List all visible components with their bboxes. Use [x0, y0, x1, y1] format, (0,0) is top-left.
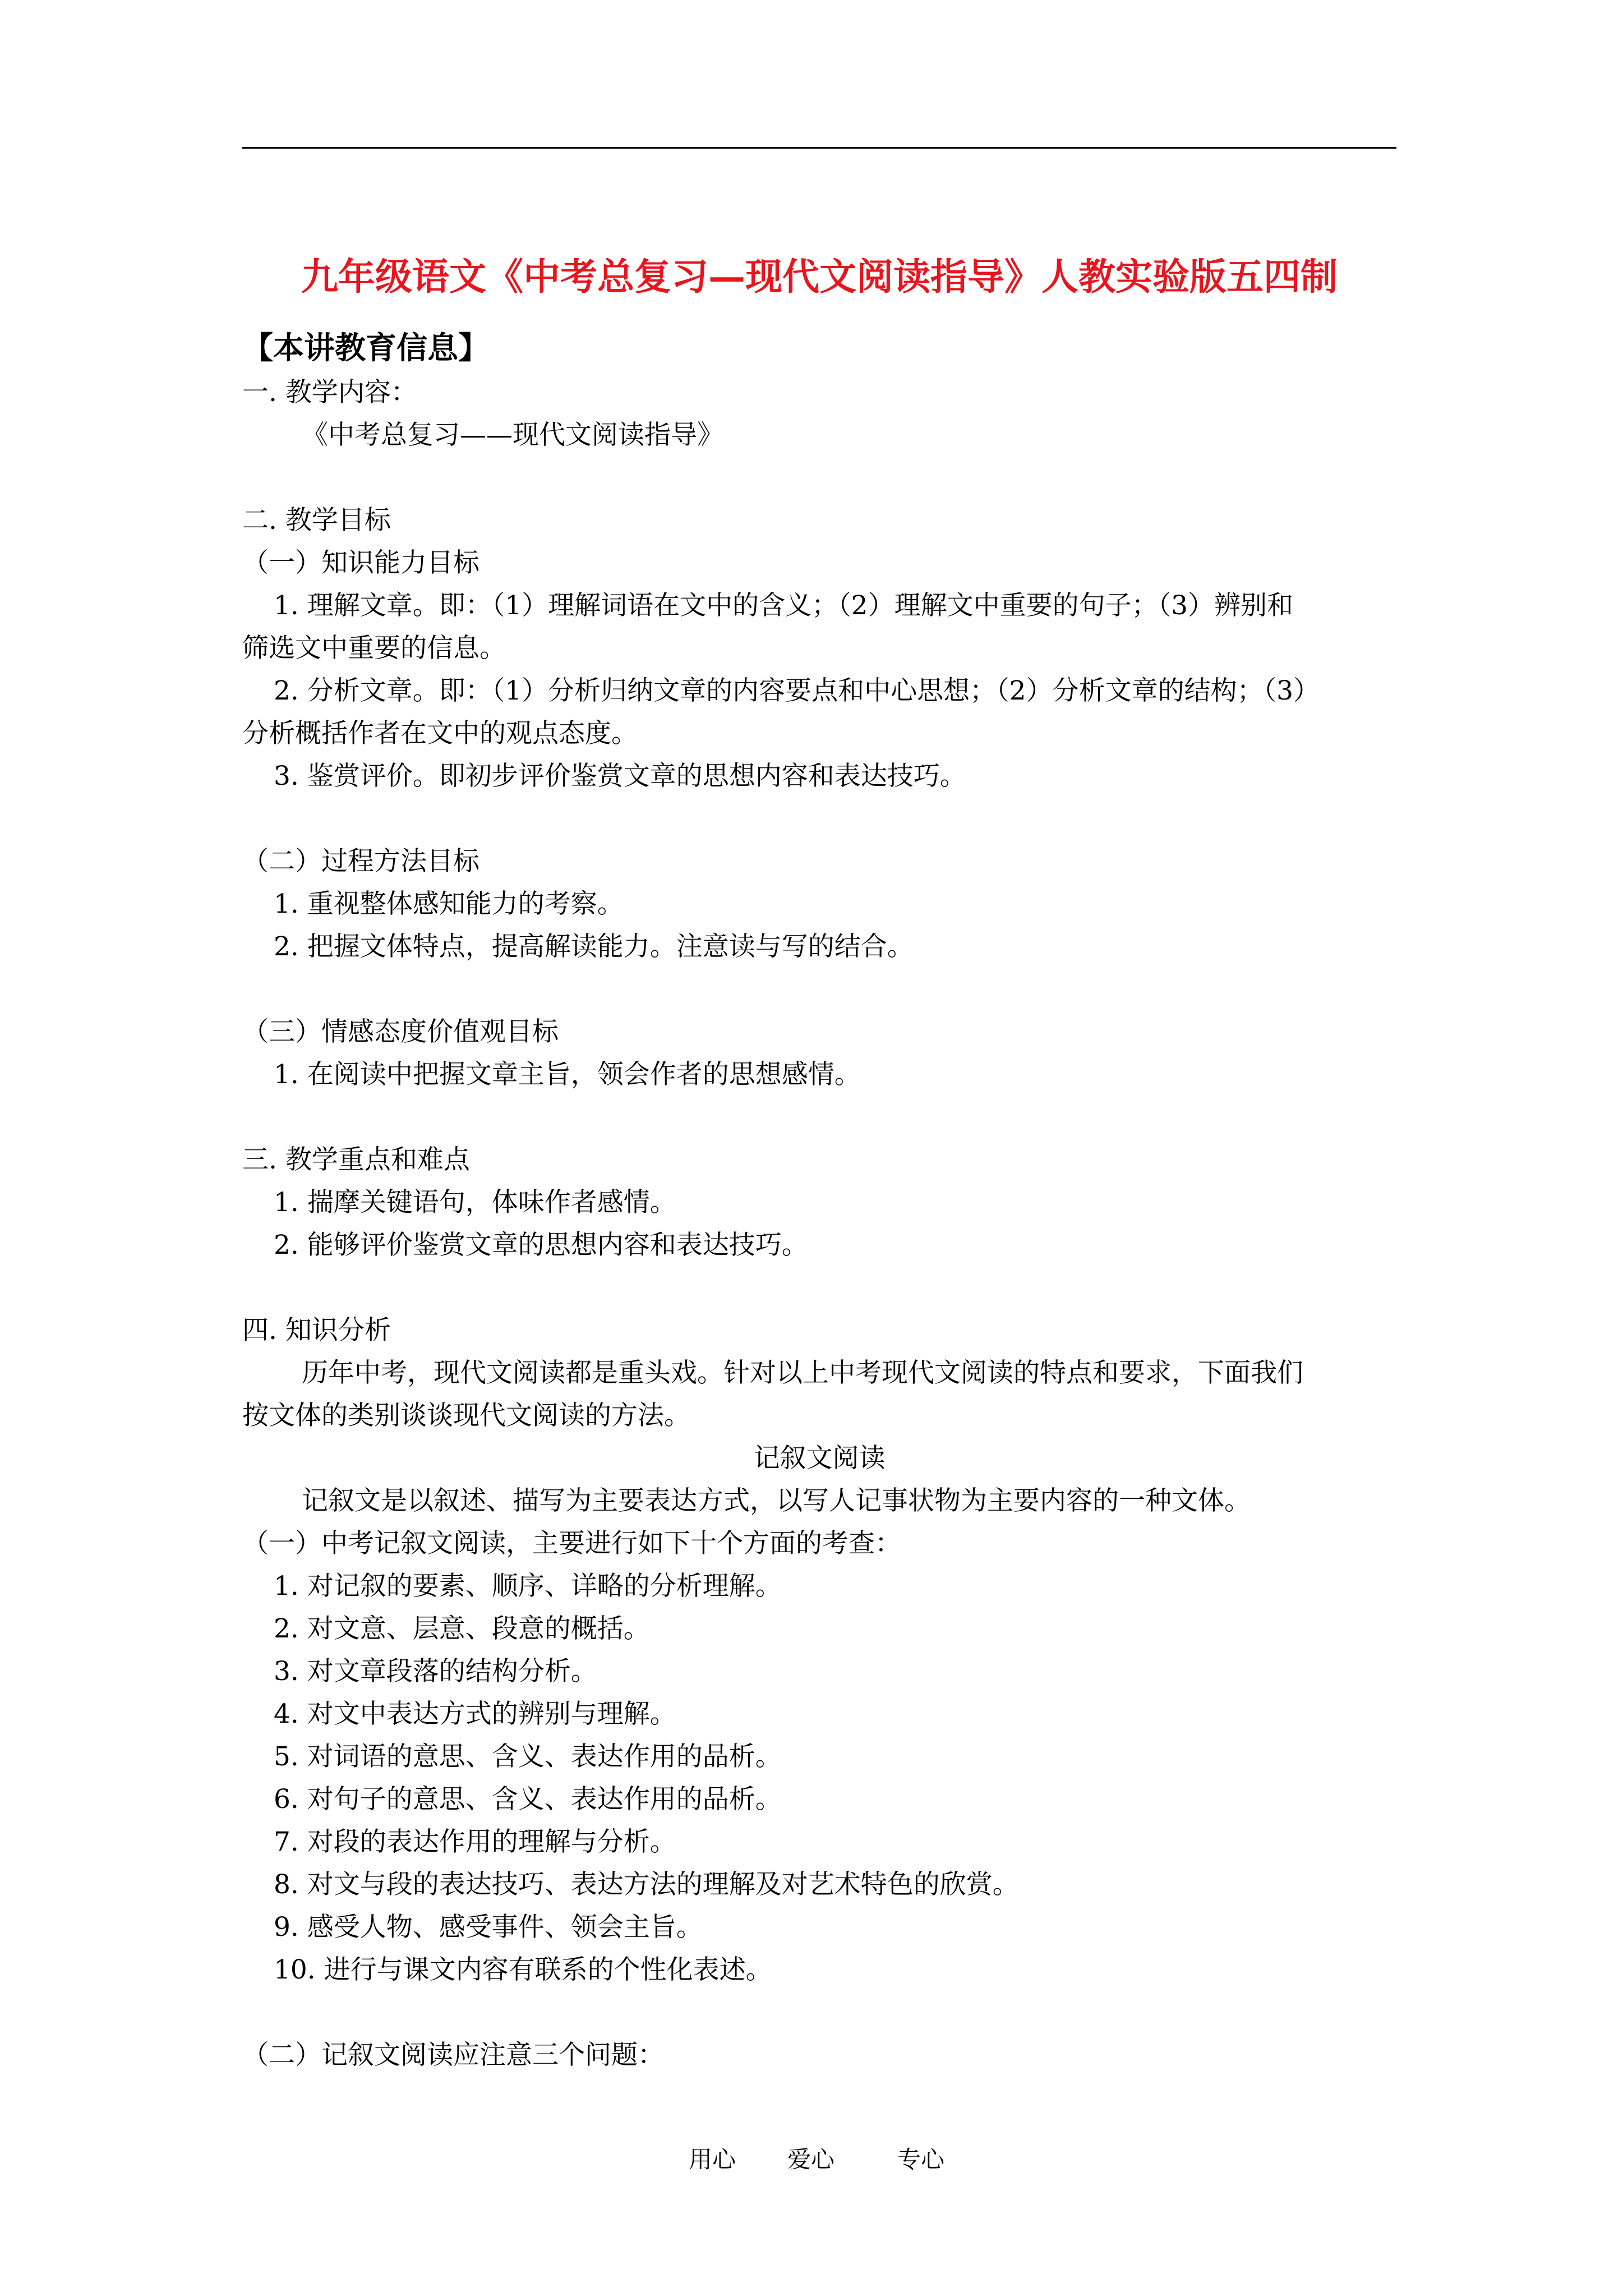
section-header: 【本讲教育信息】	[242, 329, 490, 366]
list-item: 7. 对段的表达作用的理解与分析。	[274, 1826, 676, 1857]
list-item: 6. 对句子的意思、含义、表达作用的品析。	[274, 1784, 782, 1815]
footer-text: 专心	[897, 2146, 945, 2173]
list-item: 10. 进行与课文内容有联系的个性化表述。	[274, 1954, 772, 1985]
section-heading: 四. 知识分析	[242, 1315, 391, 1346]
list-item: 2. 能够评价鉴赏文章的思想内容和表达技巧。	[274, 1230, 808, 1260]
list-item: 9. 感受人物、感受事件、领会主旨。	[274, 1912, 703, 1943]
subsection-heading: （一）中考记叙文阅读，主要进行如下十个方面的考查：	[242, 1528, 901, 1559]
subsection-heading: （二）记叙文阅读应注意三个问题：	[242, 2040, 664, 2070]
centered-heading: 记叙文阅读	[753, 1443, 886, 1474]
list-item-continuation: 筛选文中重要的信息。	[242, 633, 506, 664]
footer-text: 爱心	[787, 2146, 835, 2173]
list-item: 1. 在阅读中把握文章主旨，领会作者的思想感情。	[274, 1059, 861, 1090]
list-item: 3. 对文章段落的结构分析。	[274, 1656, 597, 1687]
list-item: 1. 对记叙的要素、顺序、详略的分析理解。	[274, 1571, 782, 1602]
list-item: 3. 鉴赏评价。即初步评价鉴赏文章的思想内容和表达技巧。	[274, 761, 966, 792]
subsection-heading: （一）知识能力目标	[242, 547, 479, 578]
body-line: 一. 教学内容：	[242, 377, 417, 408]
list-item: 2. 把握文体特点，提高解读能力。注意读与写的结合。	[274, 931, 914, 962]
list-item: 5. 对词语的意思、含义、表达作用的品析。	[274, 1741, 782, 1772]
list-item: 1. 理解文章。即：（1）理解词语在文中的含义；（2）理解文中重要的句子；（3）辨别和	[274, 590, 1293, 621]
footer-text: 用心	[689, 2146, 736, 2173]
header-rule	[242, 147, 1396, 149]
paragraph-line: 历年中考，现代文阅读都是重头戏。针对以上中考现代文阅读的特点和要求，下面我们	[302, 1358, 1303, 1388]
page-footer	[0, 2143, 1623, 2177]
list-item: 1. 揣摩关键语句，体味作者感情。	[274, 1187, 676, 1218]
list-item: 2. 对文意、层意、段意的概括。	[274, 1613, 650, 1644]
paragraph-line: 按文体的类别谈谈现代文阅读的方法。	[242, 1400, 690, 1431]
body-line: 《中考总复习——现代文阅读指导》	[302, 420, 723, 450]
list-item: 4. 对文中表达方式的辨别与理解。	[274, 1699, 676, 1729]
list-item: 8. 对文与段的表达技巧、表达方法的理解及对艺术特色的欣赏。	[274, 1869, 1019, 1900]
document-title: 九年级语文《中考总复习—现代文阅读指导》人教实验版五四制	[301, 255, 1338, 298]
section-heading: 三. 教学重点和难点	[242, 1144, 470, 1175]
section-heading: 二. 教学目标	[242, 505, 391, 536]
paragraph-line: 记叙文是以叙述、描写为主要表达方式，以写人记事状物为主要内容的一种文体。	[302, 1485, 1251, 1516]
list-item: 2. 分析文章。即：（1）分析归纳文章的内容要点和中心思想；（2）分析文章的结构；（3）	[274, 675, 1320, 706]
subsection-heading: （二）过程方法目标	[242, 846, 479, 877]
list-item-continuation: 分析概括作者在文中的观点态度。	[242, 718, 638, 749]
subsection-heading: （三）情感态度价值观目标	[242, 1016, 559, 1047]
list-item: 1. 重视整体感知能力的考察。	[274, 889, 624, 919]
